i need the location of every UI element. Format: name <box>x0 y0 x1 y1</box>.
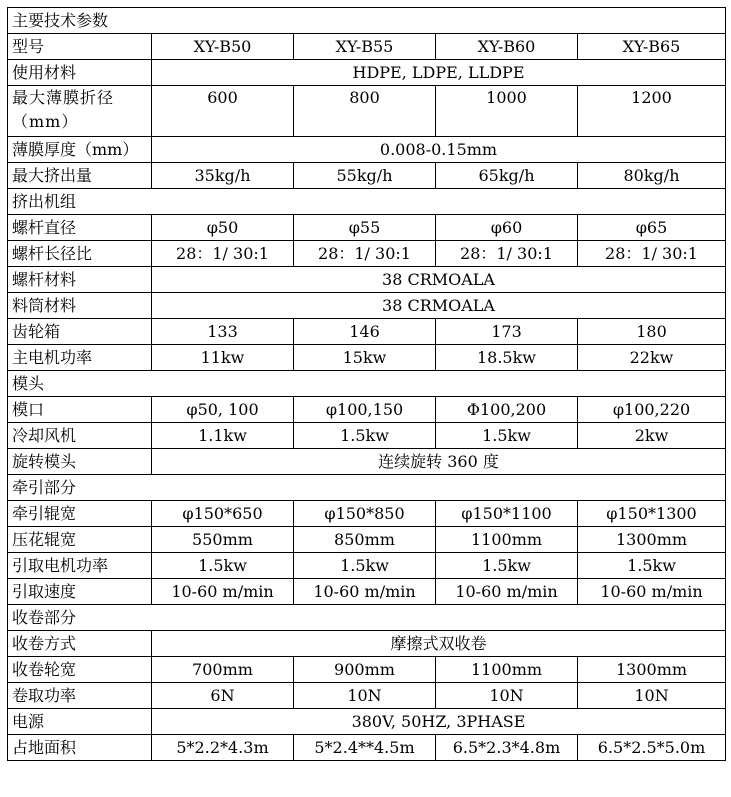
param-label: 螺杆材料 <box>8 267 152 293</box>
param-value: 173 <box>436 319 578 345</box>
section-row <box>8 371 726 397</box>
param-label: 螺杆长径比 <box>8 241 152 267</box>
param-value: 1.5kw <box>294 553 436 579</box>
param-value: 摩擦式双收卷 <box>152 631 726 657</box>
param-value: 700mm <box>152 657 294 683</box>
param-value: 10-60 m/min <box>152 579 294 605</box>
section-label: 收卷部分 <box>8 605 726 631</box>
param-value: φ150*1100 <box>436 501 578 527</box>
section-row <box>8 475 726 501</box>
param-value: Φ100,200 <box>436 397 578 423</box>
param-value: 38 CRMOALA <box>152 293 726 319</box>
param-value: 10N <box>294 683 436 709</box>
param-value: φ100,220 <box>578 397 726 423</box>
param-value: 11kw <box>152 345 294 371</box>
param-value: 1.5kw <box>294 423 436 449</box>
table-row <box>8 60 726 86</box>
table-row <box>8 579 726 605</box>
param-value: 1.5kw <box>436 553 578 579</box>
param-value: 10N <box>578 683 726 709</box>
param-value: 10-60 m/min <box>578 579 726 605</box>
param-value: 6N <box>152 683 294 709</box>
table-row <box>8 553 726 579</box>
table-row <box>8 709 726 735</box>
param-label: 电源 <box>8 709 152 735</box>
param-value: 22kw <box>578 345 726 371</box>
param-label: 收卷轮宽 <box>8 657 152 683</box>
param-value: φ100,150 <box>294 397 436 423</box>
param-value: 1.5kw <box>152 553 294 579</box>
section-label: 牵引部分 <box>8 475 726 501</box>
table-row <box>8 423 726 449</box>
param-label: 冷却风机 <box>8 423 152 449</box>
model-name: XY-B50 <box>152 34 294 60</box>
model-name: XY-B65 <box>578 34 726 60</box>
table-row <box>8 657 726 683</box>
table-row <box>8 137 726 163</box>
param-value: φ50, 100 <box>152 397 294 423</box>
param-value: 133 <box>152 319 294 345</box>
param-value: 1200 <box>578 86 726 137</box>
param-label: 引取电机功率 <box>8 553 152 579</box>
param-value: 850mm <box>294 527 436 553</box>
param-value: 900mm <box>294 657 436 683</box>
table-row <box>8 163 726 189</box>
section-row <box>8 605 726 631</box>
param-label: 模口 <box>8 397 152 423</box>
param-label: 料筒材料 <box>8 293 152 319</box>
param-value: 35kg/h <box>152 163 294 189</box>
table-row <box>8 215 726 241</box>
param-label: 占地面积 <box>8 735 152 761</box>
param-value: φ150*850 <box>294 501 436 527</box>
param-value: 10-60 m/min <box>294 579 436 605</box>
param-label: 螺杆直径 <box>8 215 152 241</box>
param-label: 收卷方式 <box>8 631 152 657</box>
param-value: 6.5*2.3*4.8m <box>436 735 578 761</box>
param-value: φ50 <box>152 215 294 241</box>
param-label: 薄膜厚度（mm） <box>8 137 152 163</box>
param-label: 压花辊宽 <box>8 527 152 553</box>
section-label: 挤出机组 <box>8 189 726 215</box>
param-value: 5*2.4**4.5m <box>294 735 436 761</box>
param-value: 0.008-0.15mm <box>152 137 726 163</box>
param-value: φ60 <box>436 215 578 241</box>
table-row <box>8 267 726 293</box>
param-value: 1300mm <box>578 527 726 553</box>
table-row <box>8 397 726 423</box>
param-label: 牵引辊宽 <box>8 501 152 527</box>
table-row <box>8 527 726 553</box>
param-value: 18.5kw <box>436 345 578 371</box>
table-row <box>8 631 726 657</box>
param-value: HDPE, LDPE, LLDPE <box>152 60 726 86</box>
param-value: 1.5kw <box>578 553 726 579</box>
param-value: φ150*1300 <box>578 501 726 527</box>
param-value: 1100mm <box>436 527 578 553</box>
param-value: 65kg/h <box>436 163 578 189</box>
model-name: XY-B55 <box>294 34 436 60</box>
param-label: 卷取功率 <box>8 683 152 709</box>
param-value: 15kw <box>294 345 436 371</box>
table-row <box>8 735 726 761</box>
param-value: 1100mm <box>436 657 578 683</box>
table-title: 主要技术参数 <box>8 8 726 34</box>
param-value: 1.5kw <box>436 423 578 449</box>
param-value: 28：1/ 30:1 <box>152 241 294 267</box>
model-name: XY-B60 <box>436 34 578 60</box>
table-row <box>8 293 726 319</box>
param-value: 1300mm <box>578 657 726 683</box>
param-value: 180 <box>578 319 726 345</box>
param-value: 10N <box>436 683 578 709</box>
param-label: 最大挤出量 <box>8 163 152 189</box>
param-value: 1000 <box>436 86 578 137</box>
param-value: 55kg/h <box>294 163 436 189</box>
table-row <box>8 319 726 345</box>
param-label: 最大薄膜折径（mm） <box>8 86 152 137</box>
table-row <box>8 345 726 371</box>
param-value: 5*2.2*4.3m <box>152 735 294 761</box>
table-row <box>8 86 726 137</box>
param-label: 旋转模头 <box>8 449 152 475</box>
table-row <box>8 683 726 709</box>
header-row <box>8 34 726 60</box>
param-value: 146 <box>294 319 436 345</box>
param-value: 28：1/ 30:1 <box>578 241 726 267</box>
param-value: 2kw <box>578 423 726 449</box>
param-value: 1.1kw <box>152 423 294 449</box>
param-value: 28：1/ 30:1 <box>294 241 436 267</box>
param-value: 38 CRMOALA <box>152 267 726 293</box>
spec-table <box>7 7 726 761</box>
param-value: 10-60 m/min <box>436 579 578 605</box>
section-label: 模头 <box>8 371 726 397</box>
param-label: 齿轮箱 <box>8 319 152 345</box>
param-value: 380V, 50HZ, 3PHASE <box>152 709 726 735</box>
header-label: 型号 <box>8 34 152 60</box>
param-value: 800 <box>294 86 436 137</box>
param-value: 80kg/h <box>578 163 726 189</box>
param-value: φ55 <box>294 215 436 241</box>
section-row <box>8 189 726 215</box>
param-value: 600 <box>152 86 294 137</box>
param-value: 6.5*2.5*5.0m <box>578 735 726 761</box>
param-label: 主电机功率 <box>8 345 152 371</box>
param-label: 引取速度 <box>8 579 152 605</box>
table-row <box>8 449 726 475</box>
table-row <box>8 501 726 527</box>
param-value: 连续旋转 360 度 <box>152 449 726 475</box>
param-value: 550mm <box>152 527 294 553</box>
title-row <box>8 8 726 34</box>
param-value: 28：1/ 30:1 <box>436 241 578 267</box>
table-row <box>8 241 726 267</box>
param-value: φ65 <box>578 215 726 241</box>
param-value: φ150*650 <box>152 501 294 527</box>
param-label: 使用材料 <box>8 60 152 86</box>
